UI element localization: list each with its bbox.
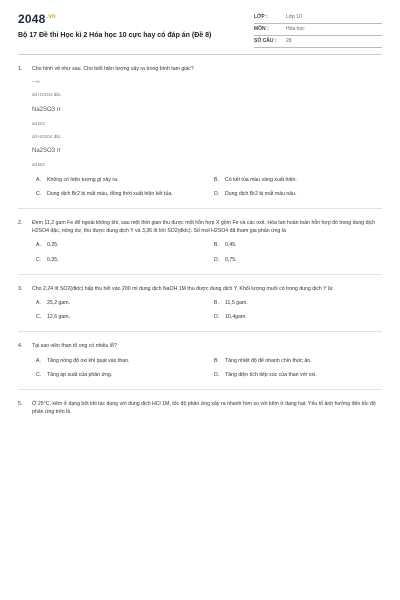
- option-b[interactable]: [214, 241, 382, 249]
- option-letter: C.: [36, 256, 42, 263]
- info-row-subject: [254, 24, 382, 36]
- option-text: Tăng diện tích tiếp xúc của than với oxi.: [225, 371, 317, 378]
- option-text: 12,6 gam.: [47, 314, 71, 321]
- question-text: Cho hình vẽ như sau. Cho biết hiện tượng xảy ra trong bình tam giác?: [32, 66, 194, 72]
- option-letter: A.: [36, 242, 41, 249]
- info-label: MÔN :: [254, 26, 269, 32]
- option-d[interactable]: [214, 190, 382, 198]
- figure-text: ~~u: [32, 79, 40, 85]
- option-c[interactable]: [36, 371, 204, 379]
- question-divider: [18, 208, 382, 209]
- figure-text: Na2SO3 rr: [32, 106, 61, 113]
- option-text: 25,2 gam.: [47, 300, 71, 307]
- question-text: Ở 25°C, kẽm ở dạng bột khi tác dụng với dung dịch HCl 1M, tốc độ phản ứng xảy ra nhanh hơn so với kẽm ở dạng hạt. Yếu tố ảnh hưởng đến tốc độ phản ứng trên là: [32, 401, 376, 416]
- figure-text: dd H2SO4 đặc: [32, 92, 61, 98]
- question-divider: [18, 274, 382, 275]
- figure-text: dd Br2: [32, 162, 45, 168]
- option-letter: A.: [36, 176, 41, 183]
- question-number: 2.: [18, 220, 23, 227]
- question-1: [18, 65, 382, 198]
- option-letter: B.: [214, 357, 219, 364]
- info-row-class: [254, 12, 382, 24]
- option-a[interactable]: [36, 176, 204, 184]
- option-text: Có kết tủa màu vàng xuất hiện.: [225, 176, 297, 183]
- info-value: 28: [286, 38, 292, 44]
- question-number: 4.: [18, 343, 23, 350]
- option-letter: D.: [214, 190, 220, 197]
- page-header: [18, 12, 382, 48]
- brand-suffix: .vn: [46, 14, 56, 20]
- figure-text: dd H2SO4 đặc: [32, 134, 61, 140]
- question-text: Đem 11,2 gam Fe để ngoài không khí, sau một thời gian thu được một hỗn hợp X gồm Fe và các oxit. Hòa tan hoàn toàn hỗn hợp đó trong dung dịch H2SO4 đặc, nóng dư, thu được dung dịch Y và 3,36 lít khí SO2(đktc). Số mol H2SO4 đã tham gia phản ứng là: [32, 220, 376, 235]
- info-label: SỐ CÂU :: [254, 38, 277, 44]
- option-a[interactable]: [36, 357, 204, 365]
- option-d[interactable]: [214, 371, 382, 379]
- option-c[interactable]: [36, 313, 204, 321]
- option-text: 0,25.: [47, 242, 59, 249]
- option-b[interactable]: [214, 299, 382, 307]
- figure-description: [32, 78, 382, 169]
- question-text: Cho 2,24 lít SO2(đktc) hấp thụ hết vào 200 ml dung dịch NaOH 1M thu được dung dịch Y. Khối lượng muối có trong dung dịch Y là:: [32, 285, 334, 292]
- option-text: Tăng áp suất của phản ứng.: [47, 371, 113, 378]
- option-letter: C.: [36, 371, 42, 378]
- option-letter: C.: [36, 190, 42, 197]
- option-d[interactable]: [214, 256, 382, 264]
- option-letter: D.: [214, 371, 220, 378]
- option-text: Tăng nhiệt độ để nhanh chín thức ăn.: [225, 357, 312, 364]
- option-c[interactable]: [36, 256, 204, 264]
- option-letter: B.: [214, 300, 219, 307]
- option-text: Dung dịch Br2 bị mất màu, đồng thời xuất hiện kết tủa.: [47, 190, 173, 197]
- option-c[interactable]: [36, 190, 204, 198]
- figure-text: Na2SO3 rr: [32, 148, 61, 155]
- option-letter: A.: [36, 300, 41, 307]
- option-text: 11,5 gam.: [225, 300, 248, 307]
- answer-options: [36, 357, 382, 379]
- exam-info: [254, 12, 382, 48]
- question-number: 3.: [18, 285, 23, 292]
- question-divider: [18, 331, 382, 332]
- option-b[interactable]: [214, 357, 382, 365]
- option-a[interactable]: [36, 299, 204, 307]
- info-row-count: [254, 36, 382, 48]
- option-text: Dung dịch Br2 bị mất màu nâu.: [225, 190, 297, 197]
- option-text: 0,75.: [225, 256, 237, 263]
- page-title: Bộ 17 Đề thi Học kì 2 Hóa học 10 cực hay có đáp án (Đề 8): [18, 32, 212, 39]
- option-letter: D.: [214, 256, 220, 263]
- info-value: Lớp 10: [286, 14, 302, 20]
- header-left: [18, 12, 211, 39]
- option-text: Không có hiện tượng gì xảy ra.: [47, 176, 119, 183]
- question-5: [18, 400, 382, 416]
- option-a[interactable]: [36, 241, 204, 249]
- question-number: 1.: [18, 66, 23, 72]
- option-letter: B.: [214, 242, 219, 249]
- option-b[interactable]: [214, 176, 382, 184]
- question-2: [18, 219, 382, 264]
- question-text: Tại sao viên than tổ ong có nhiều lỗ?: [32, 343, 117, 350]
- option-d[interactable]: [214, 313, 382, 321]
- option-text: 0,45.: [225, 242, 237, 249]
- brand-name: 2048: [18, 12, 46, 26]
- info-value: Hóa học: [286, 26, 305, 32]
- answer-options: [36, 241, 382, 263]
- question-number: 5.: [18, 401, 23, 408]
- answer-options: [36, 299, 382, 321]
- option-letter: C.: [36, 314, 42, 321]
- option-letter: A.: [36, 357, 41, 364]
- header-divider: [18, 54, 382, 55]
- brand-logo[interactable]: [18, 12, 211, 26]
- answer-options: [36, 176, 382, 198]
- option-text: Tăng nồng độ oxi khi quạt vào than.: [47, 357, 130, 364]
- option-letter: B.: [214, 176, 219, 183]
- option-letter: D.: [214, 314, 220, 321]
- option-text: 0,35.: [47, 256, 59, 263]
- question-3: [18, 285, 382, 322]
- question-divider: [18, 389, 382, 390]
- figure-text: dd Br2: [32, 120, 45, 126]
- option-text: 10,4gam.: [225, 314, 247, 321]
- question-4: [18, 342, 382, 379]
- info-label: LỚP :: [254, 14, 268, 20]
